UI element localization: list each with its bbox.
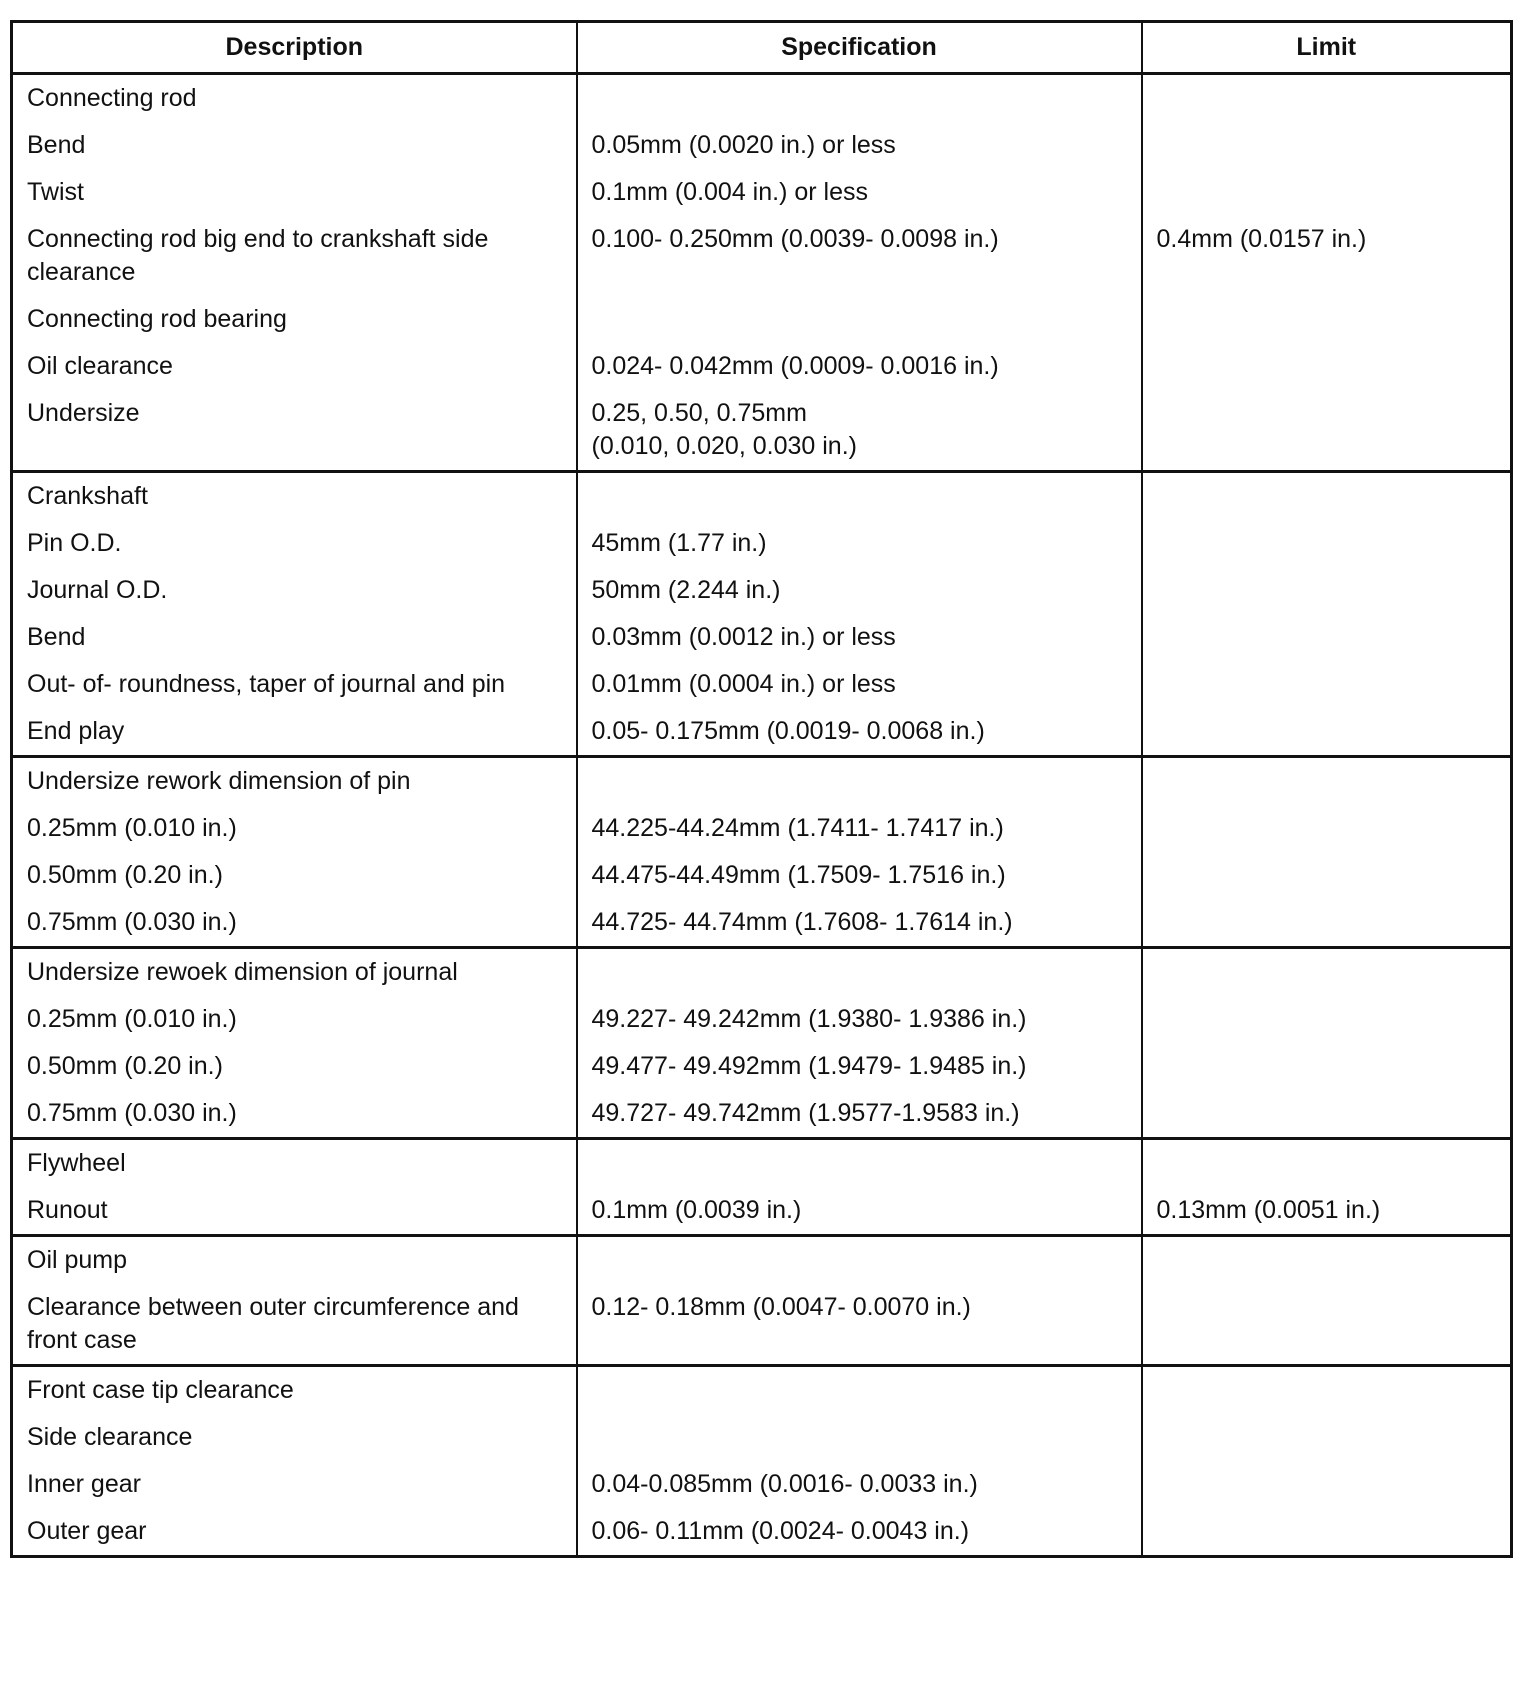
- cell-specification: 0.06- 0.11mm (0.0024- 0.0043 in.): [577, 1508, 1142, 1557]
- cell-description: Connecting rod big end to crankshaft side clearance: [12, 216, 577, 296]
- cell-limit: [1142, 1461, 1512, 1508]
- table-section: [12, 1236, 1512, 1366]
- cell-limit: [1142, 948, 1512, 997]
- cell-limit: [1142, 74, 1512, 123]
- table-row: [12, 614, 1512, 661]
- cell-limit: [1142, 472, 1512, 521]
- cell-specification: 0.05mm (0.0020 in.) or less: [577, 122, 1142, 169]
- cell-description: Bend: [12, 614, 577, 661]
- table-row: [12, 1090, 1512, 1139]
- cell-specification: [577, 472, 1142, 521]
- cell-specification: 49.227- 49.242mm (1.9380- 1.9386 in.): [577, 996, 1142, 1043]
- cell-description: Runout: [12, 1187, 577, 1236]
- table-section: [12, 74, 1512, 472]
- cell-limit: [1142, 852, 1512, 899]
- cell-specification: [577, 74, 1142, 123]
- cell-limit: [1142, 296, 1512, 343]
- table-row: [12, 708, 1512, 757]
- cell-specification: [577, 296, 1142, 343]
- cell-specification: 0.100- 0.250mm (0.0039- 0.0098 in.): [577, 216, 1142, 296]
- table-section: [12, 757, 1512, 948]
- table-row: [12, 1461, 1512, 1508]
- cell-limit: [1142, 520, 1512, 567]
- table-row: [12, 1139, 1512, 1188]
- cell-limit: 0.4mm (0.0157 in.): [1142, 216, 1512, 296]
- cell-specification: 0.01mm (0.0004 in.) or less: [577, 661, 1142, 708]
- header-row: [12, 22, 1512, 74]
- cell-specification: [577, 1414, 1142, 1461]
- cell-description: Front case tip clearance: [12, 1366, 577, 1415]
- cell-description: Connecting rod bearing: [12, 296, 577, 343]
- cell-specification: [577, 757, 1142, 806]
- table-row: [12, 899, 1512, 948]
- table-row: [12, 1284, 1512, 1366]
- cell-description: Undersize rewoek dimension of journal: [12, 948, 577, 997]
- cell-description: Bend: [12, 122, 577, 169]
- cell-specification: [577, 1236, 1142, 1285]
- cell-description: 0.50mm (0.20 in.): [12, 1043, 577, 1090]
- table-row: [12, 1414, 1512, 1461]
- cell-limit: [1142, 390, 1512, 472]
- cell-specification: [577, 1366, 1142, 1415]
- cell-specification: 45mm (1.77 in.): [577, 520, 1142, 567]
- cell-description: Clearance between outer circumference and front case: [12, 1284, 577, 1366]
- cell-description: 0.75mm (0.030 in.): [12, 1090, 577, 1139]
- cell-limit: [1142, 996, 1512, 1043]
- cell-specification: 0.25, 0.50, 0.75mm (0.010, 0.020, 0.030 in.): [577, 390, 1142, 472]
- cell-description: Connecting rod: [12, 74, 577, 123]
- cell-limit: [1142, 805, 1512, 852]
- cell-description: Journal O.D.: [12, 567, 577, 614]
- table-row: [12, 296, 1512, 343]
- cell-description: Flywheel: [12, 1139, 577, 1188]
- cell-specification: 0.1mm (0.004 in.) or less: [577, 169, 1142, 216]
- cell-specification: 0.1mm (0.0039 in.): [577, 1187, 1142, 1236]
- cell-limit: [1142, 1236, 1512, 1285]
- table-row: [12, 661, 1512, 708]
- cell-limit: [1142, 567, 1512, 614]
- cell-limit: [1142, 1508, 1512, 1557]
- table-row: [12, 74, 1512, 123]
- table-row: [12, 948, 1512, 997]
- cell-specification: 49.727- 49.742mm (1.9577-1.9583 in.): [577, 1090, 1142, 1139]
- cell-limit: [1142, 122, 1512, 169]
- table-section: [12, 472, 1512, 757]
- cell-description: Undersize rework dimension of pin: [12, 757, 577, 806]
- cell-description: 0.25mm (0.010 in.): [12, 996, 577, 1043]
- cell-limit: [1142, 1043, 1512, 1090]
- cell-description: Outer gear: [12, 1508, 577, 1557]
- table-row: [12, 1366, 1512, 1415]
- header-specification: Specification: [577, 22, 1142, 74]
- table-section: [12, 948, 1512, 1139]
- cell-specification: [577, 948, 1142, 997]
- table-row: [12, 567, 1512, 614]
- cell-limit: [1142, 1090, 1512, 1139]
- cell-specification: 0.12- 0.18mm (0.0047- 0.0070 in.): [577, 1284, 1142, 1366]
- header-limit: Limit: [1142, 22, 1512, 74]
- cell-limit: [1142, 708, 1512, 757]
- cell-specification: 0.04-0.085mm (0.0016- 0.0033 in.): [577, 1461, 1142, 1508]
- cell-description: Oil clearance: [12, 343, 577, 390]
- cell-description: Twist: [12, 169, 577, 216]
- cell-description: 0.75mm (0.030 in.): [12, 899, 577, 948]
- cell-limit: [1142, 343, 1512, 390]
- table-section: [12, 1139, 1512, 1236]
- cell-specification: 50mm (2.244 in.): [577, 567, 1142, 614]
- table-row: [12, 390, 1512, 472]
- table-row: [12, 1043, 1512, 1090]
- cell-limit: [1142, 1414, 1512, 1461]
- cell-limit: 0.13mm (0.0051 in.): [1142, 1187, 1512, 1236]
- table-row: [12, 996, 1512, 1043]
- cell-description: Side clearance: [12, 1414, 577, 1461]
- table-row: [12, 472, 1512, 521]
- cell-description: Out- of- roundness, taper of journal and pin: [12, 661, 577, 708]
- table-row: [12, 757, 1512, 806]
- cell-specification: 0.024- 0.042mm (0.0009- 0.0016 in.): [577, 343, 1142, 390]
- cell-description: 0.50mm (0.20 in.): [12, 852, 577, 899]
- table-row: [12, 122, 1512, 169]
- table-row: [12, 1236, 1512, 1285]
- cell-specification: 44.225-44.24mm (1.7411- 1.7417 in.): [577, 805, 1142, 852]
- table-row: [12, 805, 1512, 852]
- table-section: [12, 1366, 1512, 1557]
- cell-description: End play: [12, 708, 577, 757]
- cell-specification: 44.475-44.49mm (1.7509- 1.7516 in.): [577, 852, 1142, 899]
- cell-specification: 49.477- 49.492mm (1.9479- 1.9485 in.): [577, 1043, 1142, 1090]
- cell-description: Inner gear: [12, 1461, 577, 1508]
- table-row: [12, 1508, 1512, 1557]
- cell-limit: [1142, 614, 1512, 661]
- cell-limit: [1142, 169, 1512, 216]
- table-row: [12, 216, 1512, 296]
- cell-limit: [1142, 661, 1512, 708]
- cell-limit: [1142, 757, 1512, 806]
- cell-specification: [577, 1139, 1142, 1188]
- table-row: [12, 343, 1512, 390]
- specification-table: [10, 20, 1513, 1558]
- cell-limit: [1142, 1139, 1512, 1188]
- cell-description: Pin O.D.: [12, 520, 577, 567]
- header-description: Description: [12, 22, 577, 74]
- cell-specification: 0.05- 0.175mm (0.0019- 0.0068 in.): [577, 708, 1142, 757]
- table-row: [12, 520, 1512, 567]
- table-row: [12, 169, 1512, 216]
- cell-specification: 0.03mm (0.0012 in.) or less: [577, 614, 1142, 661]
- cell-description: Undersize: [12, 390, 577, 472]
- table-header: [12, 22, 1512, 74]
- cell-limit: [1142, 1366, 1512, 1415]
- table-row: [12, 1187, 1512, 1236]
- cell-specification: 44.725- 44.74mm (1.7608- 1.7614 in.): [577, 899, 1142, 948]
- cell-limit: [1142, 899, 1512, 948]
- table-row: [12, 852, 1512, 899]
- cell-description: Oil pump: [12, 1236, 577, 1285]
- cell-limit: [1142, 1284, 1512, 1366]
- cell-description: 0.25mm (0.010 in.): [12, 805, 577, 852]
- cell-description: Crankshaft: [12, 472, 577, 521]
